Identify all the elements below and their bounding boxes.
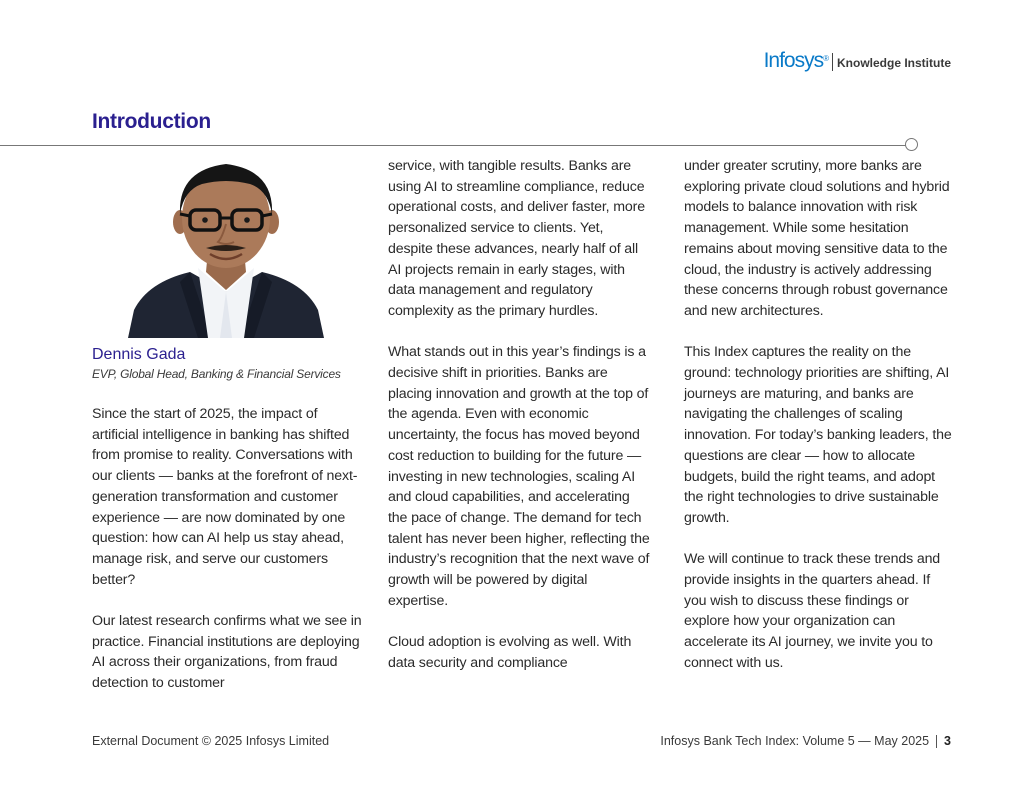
paragraph: service, with tangible results. Banks are using AI to streamline compliance, reduce operational costs, and deliver faster, more personalized service to clients. Yet, despite these advances, nearly half of all AI projects remain in early stages, with data management and regulatory complexity as the primary hurdles. bbox=[388, 158, 645, 319]
rule-end-circle bbox=[905, 138, 918, 151]
footer-publication bbox=[660, 734, 951, 748]
paragraph: Since the start of 2025, the impact of artificial intelligence in banking has shifted from promise to reality. Conversations with our clients — banks at the forefront of next-generation transformation and customer experience — are now dominated by one question: how can AI help us stay ahead, manage risk, and serve our customers better? bbox=[92, 406, 358, 588]
author-portrait bbox=[128, 160, 324, 338]
footer-publication-title: Infosys Bank Tech Index: Volume 5 — May 2025 bbox=[660, 734, 930, 748]
logo-subtitle: Knowledge Institute bbox=[837, 56, 951, 70]
paragraph: What stands out in this year’s findings is a decisive shift in priorities. Banks are placing innovation and growth at the top of the agenda. Even with economic uncertainty, the focus has moved beyond cost reduction to building for the future — investing in new technologies, scaling AI and cloud capabilities, and accelerating the pace of change. The demand for tech talent has never been higher, reflecting the industry’s recognition that the next wave of growth will be powered by digital expertise. bbox=[388, 344, 650, 609]
author-role: EVP, Global Head, Banking & Financial Services bbox=[92, 367, 341, 381]
logo-brand: Infosys® bbox=[763, 49, 829, 72]
logo-divider bbox=[832, 53, 833, 71]
page-title: Introduction bbox=[92, 110, 211, 133]
paragraph: under greater scrutiny, more banks are exploring private cloud solutions and hybrid models to balance innovation with risk management. While some hesitation remains about moving sensitive data to the cloud, the industry is actively addressing these concerns through robust governance and new architectures. bbox=[684, 158, 950, 319]
author-name: Dennis Gada bbox=[92, 346, 186, 363]
infosys-knowledge-institute-logo bbox=[764, 50, 951, 71]
page-number: 3 bbox=[944, 734, 951, 748]
body-column-2 bbox=[388, 156, 650, 674]
body-column-3 bbox=[684, 156, 952, 674]
paragraph: This Index captures the reality on the ground: technology priorities are shifting, AI journeys are maturing, and banks are navigating the challenges of scaling innovation. For today’s banking leaders, the questions are clear — how to allocate budgets, build the right teams, and adopt the right technologies to drive sustainable growth. bbox=[684, 344, 952, 526]
body-column-1 bbox=[92, 404, 362, 694]
paragraph: Our latest research confirms what we see in practice. Financial institutions are deploying AI across their organizations, from fraud detection to customer bbox=[92, 613, 362, 692]
footer-divider bbox=[936, 735, 937, 748]
footer-copyright: External Document © 2025 Infosys Limited bbox=[92, 734, 330, 748]
paragraph: We will continue to track these trends and provide insights in the quarters ahead. If you wish to discuss these findings or explore how your organization can accelerate its AI journey, we invite you to connect with us. bbox=[684, 551, 941, 671]
paragraph: Cloud adoption is evolving as well. With data security and compliance bbox=[388, 634, 632, 671]
title-rule bbox=[0, 145, 907, 146]
